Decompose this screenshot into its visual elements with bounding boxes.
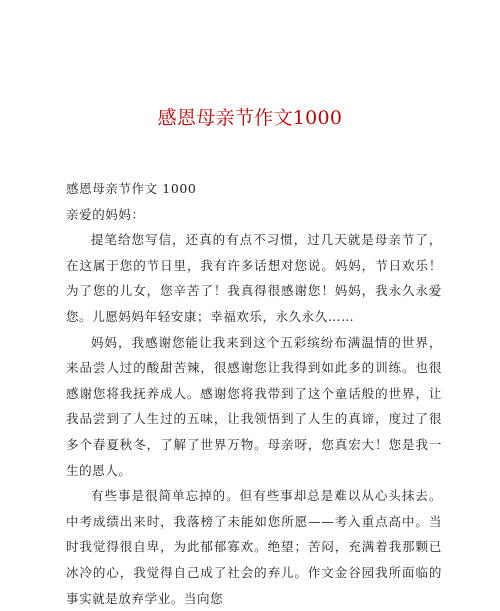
paragraph-2: 妈妈，我感谢您能让我来到这个五彩缤纷布满温情的世界，来品尝人过的酸甜苦辣，很感谢您让我得到如此多的训练。也很感谢您将我抚养成人。感谢您将我带到了这个童话般的世界，让我品尝到了人生过的五味，让我领悟到了人生的真谛，度过了很多个春夏秋冬，了解了世界万物。母亲呀，您真宏大！您是我一生的恩人。 — [66, 334, 442, 478]
paragraph-1: 提笔给您写信，还真的有点不习惯，过几天就是母亲节了，在这属于您的节日里，我有许多话想对您说。妈妈，节日欢乐！为了您的儿女，您辛苦了！我真得很感谢您！妈妈，我永久永爱您。儿愿妈妈年轻安康；幸福欢乐，永久永久…… — [66, 232, 442, 324]
document-body — [66, 176, 442, 611]
document-subtitle: 感恩母亲节作文 1000 — [66, 181, 197, 196]
document-title: 感恩母亲节作文1000 — [157, 107, 343, 129]
paragraph-3: 有些事是很简单忘掉的。但有些事却总是难以从心头抹去。中考成绩出来时，我落榜了未能如您所愿——考入重点高中。当时我觉得很自卑，为此郁郁寡欢。绝望；苦闷，充满着我那颗已冰冷的心，我觉得自己成了社会的弃儿。作文金谷园我所面临的事实就是放弃学业。当向您 — [66, 488, 442, 606]
salutation: 亲爱的妈妈： — [66, 206, 145, 222]
